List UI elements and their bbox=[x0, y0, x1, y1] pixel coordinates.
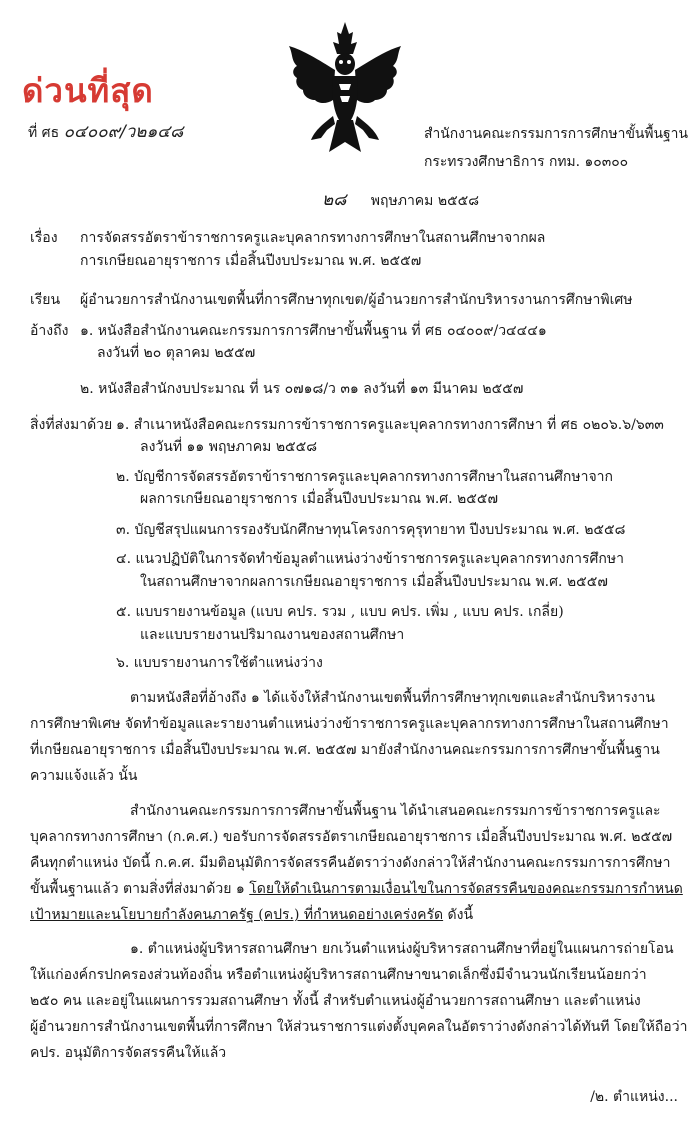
document-date bbox=[322, 186, 479, 213]
reference-1-line-1: ๑. หนังสือสำนักงานคณะกรรมการการศึกษาขั้นพื้นฐาน ที่ ศธ ๐๔๐๐๙/ว๔๔๔๑ bbox=[80, 323, 547, 339]
references-label: อ้างถึง bbox=[30, 323, 69, 339]
paragraph-3-line-2: ให้แก่องค์กรปกครองส่วนท้องถิ่น หรือตำแหน่งผู้บริหารสถานศึกษาขนาดเล็กซึ่งมีจำนวนนักเรียนน้อยกว่า bbox=[30, 967, 647, 983]
subject-line-2: การเกษียณอายุราชการ เมื่อสิ้นปีงบประมาณ พ.ศ. ๒๕๕๗ bbox=[80, 253, 422, 269]
enclosures-label: สิ่งที่ส่งมาด้วย bbox=[30, 417, 113, 433]
subject-line-1: การจัดสรรอัตราข้าราชการครูและบุคลากรทางการศึกษาในสถานศึกษาจากผล bbox=[80, 230, 546, 246]
enclosure-2-line-1: ๒. บัญชีการจัดสรรอัตราข้าราชการครูและบุคลากรทางการศึกษาในสถานศึกษาจาก bbox=[116, 469, 614, 485]
paragraph-1-line-4: ความแจ้งแล้ว นั้น bbox=[30, 768, 138, 784]
subject-label: เรื่อง bbox=[30, 230, 58, 246]
reference-2-line-1: ๒. หนังสือสำนักงบประมาณ ที่ นร ๐๗๑๘/ว ๓๑ ลงวันที่ ๑๓ มีนาคม ๒๕๕๗ bbox=[80, 381, 524, 397]
urgent-stamp: ด่วนที่สุด bbox=[22, 71, 154, 110]
paragraph-3-line-3: ๒๕๐ คน และอยู่ในแผนการรวมสถานศึกษา ทั้งนี้ สำหรับตำแหน่งผู้อำนวยการสถานศึกษา และตำแหน่ง bbox=[30, 993, 641, 1009]
paragraph-1-line-1: ตามหนังสือที่อ้างถึง ๑ ได้แจ้งให้สำนักงานเขตพื้นที่การศึกษาทุกเขตและสำนักบริหารงาน bbox=[130, 690, 655, 706]
document-number-value: ๐๔๐๐๙/ว๒๑๔๘ bbox=[63, 122, 184, 142]
paragraph-2-line-5-plain: ดังนี้ bbox=[443, 907, 474, 923]
to-label: เรียน bbox=[30, 292, 61, 308]
enclosure-6-line-1: ๖. แบบรายงานการใช้ตำแหน่งว่าง bbox=[116, 655, 323, 671]
paragraph-3-line-4: ผู้อำนวยการสำนักงานเขตพื้นที่การศึกษา ให้ส่วนราชการแต่งตั้งบุคคลในอัตราว่างดังกล่าวได้ทันที โดยให้ถือว่า bbox=[30, 1019, 688, 1035]
paragraph-1-line-3: ที่เกษียณอายุราชการ เมื่อสิ้นปีงบประมาณ พ.ศ. ๒๕๕๗ มายังสำนักงานคณะกรรมการการศึกษาขั้นพื้นฐาน bbox=[30, 742, 660, 758]
paragraph-2-line-5-underlined: เป้าหมายและนโยบายกำลังคนภาครัฐ (คปร.) ที่กำหนดอย่างเคร่งครัด bbox=[30, 907, 444, 923]
enclosure-5-line-2: และแบบรายงานปริมาณงานของสถานศึกษา bbox=[140, 627, 405, 643]
enclosure-4-line-1: ๔. แนวปฏิบัติในการจัดทำข้อมูลตำแหน่งว่างข้าราชการครูและบุคลากรทางการศึกษา bbox=[116, 551, 624, 567]
date-day: ๒๘ bbox=[322, 190, 347, 210]
enclosure-2-line-2: ผลการเกษียณอายุราชการ เมื่อสิ้นปีงบประมาณ พ.ศ. ๒๕๕๗ bbox=[140, 491, 498, 507]
paragraph-1-line-2: การศึกษาพิเศษ จัดทำข้อมูลและรายงานตำแหน่งว่างข้าราชการครูและบุคลากรทางการศึกษาในสถานศึกษา bbox=[30, 716, 669, 732]
enclosure-1-line-1: ๑. สำเนาหนังสือคณะกรรมการข้าราชการครูและบุคลากรทางการศึกษา ที่ ศธ ๐๒๐๖.๖/๖๓๓ bbox=[116, 417, 664, 433]
paragraph-2-line-2: บุคลากรทางการศึกษา (ก.ค.ศ.) ขอรับการจัดสรรอัตราเกษียณอายุราชการ เมื่อสิ้นปีงบประมาณ พ.ศ. ๒๕๕๗ bbox=[30, 829, 673, 845]
enclosure-5-line-1: ๕. แบบรายงานข้อมูล (แบบ คปร. รวม , แบบ คปร. เพิ่ม , แบบ คปร. เกลี่ย) bbox=[116, 604, 564, 620]
paragraph-3-line-1: ๑. ตำแหน่งผู้บริหารสถานศึกษา ยกเว้นตำแหน่งผู้บริหารสถานศึกษาที่อยู่ในแผนการถ่ายโอน bbox=[130, 941, 674, 957]
document-number-prefix: ที่ ศธ bbox=[28, 125, 60, 141]
paragraph-2-line-5 bbox=[30, 904, 473, 926]
reference-1-line-2: ลงวันที่ ๒๐ ตุลาคม ๒๕๕๗ bbox=[97, 345, 256, 361]
enclosure-3-line-1: ๓. บัญชีสรุปแผนการรองรับนักศึกษาทุนโครงการคุรุทายาท ปีงบประมาณ พ.ศ. ๒๕๕๘ bbox=[116, 522, 626, 538]
garuda-emblem-icon bbox=[283, 20, 407, 156]
agency-name: สำนักงานคณะกรรมการการศึกษาขั้นพื้นฐาน bbox=[424, 126, 688, 142]
date-month-year: พฤษภาคม ๒๕๕๘ bbox=[370, 193, 480, 209]
document-number bbox=[28, 118, 183, 145]
continuation-marker: /๒. ตำแหน่ง... bbox=[590, 1089, 678, 1105]
paragraph-2-line-3: คืนทุกตำแหน่ง บัดนี้ ก.ค.ศ. มีมติอนุมัติการจัดสรรคืนอัตราว่างดังกล่าวให้สำนักงานคณะกรรมการการศึกษา bbox=[30, 855, 671, 871]
enclosure-4-line-2: ในสถานศึกษาจากผลการเกษียณอายุราชการ เมื่อสิ้นปีงบประมาณ พ.ศ. ๒๕๕๗ bbox=[140, 574, 608, 590]
paragraph-3-line-5: คปร. อนุมัติการจัดสรรคืนให้แล้ว bbox=[30, 1045, 227, 1061]
enclosure-1-line-2: ลงวันที่ ๑๑ พฤษภาคม ๒๕๕๘ bbox=[140, 439, 318, 455]
issuing-agency bbox=[424, 120, 688, 176]
paragraph-2-line-4-plain: ขั้นพื้นฐานแล้ว ตามสิ่งที่ส่งมาด้วย ๑ bbox=[30, 881, 250, 897]
paragraph-2-line-4-underlined: โดยให้ดำเนินการตามเงื่อนไขในการจัดสรรคืนของคณะกรรมการกำหนด bbox=[249, 881, 683, 897]
agency-address: กระทรวงศึกษาธิการ กทม. ๑๐๓๐๐ bbox=[424, 154, 629, 170]
to-text: ผู้อำนวยการสำนักงานเขตพื้นที่การศึกษาทุกเขต/ผู้อำนวยการสำนักบริหารงานการศึกษาพิเศษ bbox=[80, 292, 633, 308]
paragraph-2-line-4 bbox=[30, 878, 683, 900]
paragraph-2-line-1: สำนักงานคณะกรรมการการศึกษาขั้นพื้นฐาน ได้นำเสนอคณะกรรมการข้าราชการครูและ bbox=[130, 803, 661, 819]
